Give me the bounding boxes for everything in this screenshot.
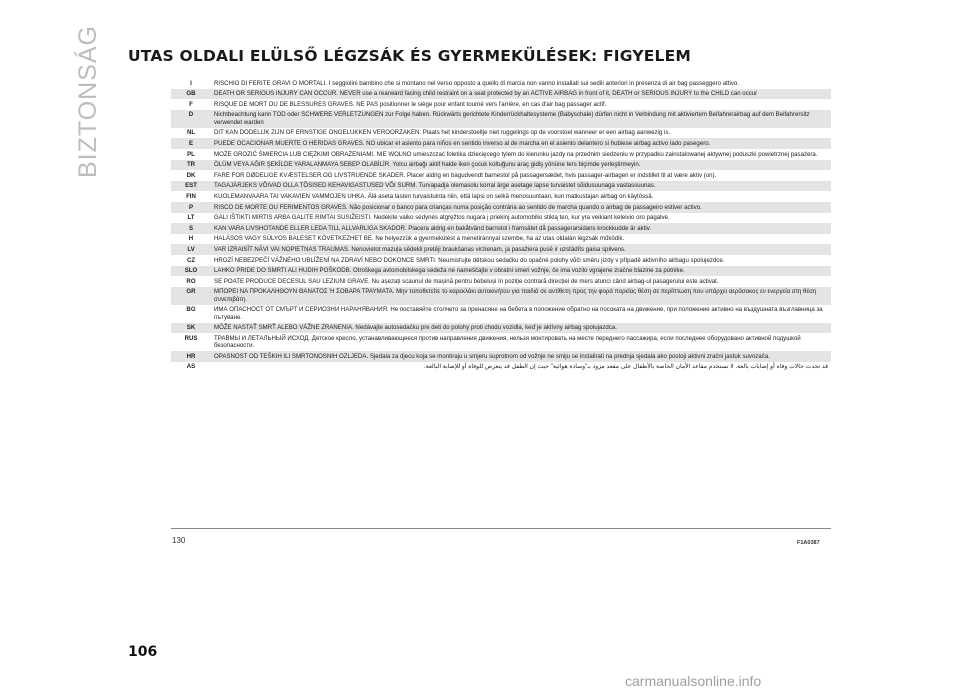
language-code: P <box>171 202 211 213</box>
figure-number: 130 <box>172 536 186 545</box>
language-code: TR <box>171 160 211 171</box>
language-code: S <box>171 223 211 234</box>
warning-text: RISCHIO DI FERITE GRAVI O MORTALI. I seggiolini bambino che si montano nel verso opposto a quello di marcia non vanno installati sui sedili anteriori in presenza di air bag passeggero attivo. <box>214 79 739 87</box>
language-code: EST <box>171 181 211 192</box>
warning-text: VAR IZRAISĪT NĀVI VAI NOPIETNAS TRAUMAS. Nenovietot mazuļa sēdekli pretēji braukšanas virzienam, ja pasažiera pusē ir uzstādīts gaisa spilvens. <box>211 244 831 255</box>
table-row <box>171 323 831 334</box>
table-row <box>171 202 831 213</box>
language-code: FIN <box>186 192 196 200</box>
table-row <box>171 213 831 224</box>
page-title: UTAS OLDALI ELÜLSŐ LÉGZSÁK ÉS GYERMEKÜLÉSEK: FIGYELEM <box>128 47 692 65</box>
warning-text: GALI IŠTIKTI MIRTIS ARBA GALITE RIMTAI SUSIŽEISTI. Nedėkite vaiko sėdynės atgręžtos nugara į priekinį automobilio stiklą ten, kur yra veikiant keleivio oro pagalvė. <box>214 214 670 222</box>
table-row <box>171 181 831 192</box>
table-row <box>171 128 831 139</box>
language-code: I <box>190 79 192 87</box>
table-row <box>171 266 831 277</box>
language-code: PL <box>187 150 195 158</box>
language-code: HR <box>171 351 211 362</box>
warning-text: PUEDE OCACIONAR MUERTE O HERIDAS GRAVES. NO ubicar el asiento para niños en sentido inverso al de marcha en el asiento delantero si hubiese airbag activo lado pasegero. <box>211 138 831 149</box>
table-row <box>171 234 831 245</box>
table-row <box>171 138 831 149</box>
warning-text: DEATH OR SERIOUS INJURY CAN OCCUR. NEVER use a rearward facing child restraint on a seat protected by an ACTIVE AIRBAG in front of it, DEATH or SERIOUS INJURY to the CHILD can occur <box>211 89 831 100</box>
language-code: CZ <box>186 256 196 264</box>
warning-text: SE POATE PRODUCE DECESUL SAU LEZIUNI GRAVE. Nu așezați scaunul de mașină pentru bebeluși în poziție contrară direcției de mers atunci când airbag-ul pasagerului este activat. <box>214 277 719 285</box>
language-code: H <box>188 235 194 243</box>
language-code: DK <box>186 171 196 179</box>
warning-text: ΜΠΟΡΕΙ ΝΑ ΠΡΟΚΑΛΗΘΟΥΝ ΘΑΝΑΤΟΣ Ή ΣΟΒΑΡΑ ΤΡΑΥΜΑΤΑ. Μην τοποθετείτε το καρεκλάκι αυτοκινήτου για παιδιά σε αντίθετη προς την φορά πορείας θέση σε περίπτωση που υπάρχει αερόσακος εν ενεργεία στη θέση συνεπιβάτη. <box>211 287 831 305</box>
language-code: GR <box>171 287 211 305</box>
table-row <box>171 99 831 110</box>
table-row <box>171 333 831 351</box>
warning-text: MÔŽE NASTAŤ SMRŤ ALEBO VÁŽNE ZRANENIA. Nedávajte autosedačku pre deti do polohy proti chodu vozidla, keď je aktívny airbag spolujazdca. <box>211 323 831 334</box>
warning-text: FARE FOR DØDELIGE KVÆSTELSER OG LIVSTRUENDE SKADER. Placer aldrig en bagudvendt barnestol på passagersædet, hvis passager-airbagen er indstillet til at være aktiv (on). <box>214 171 717 179</box>
language-code: D <box>171 110 211 128</box>
warning-text: ИМА ОПАСНОСТ ОТ СМЪРТ И СЕРИОЗНИ НАРАНЯВАНИЯ. Не поставяйте столчето за пренасяне на бебета в положение обратно на посоката на движение, при положение активно на въздушната възглавница за пътуване. <box>214 306 823 321</box>
page-number: 106 <box>128 644 158 660</box>
figure-code: F1A0387 <box>797 540 820 546</box>
language-code: SK <box>171 323 211 334</box>
table-row <box>171 244 831 255</box>
table-row <box>171 255 831 266</box>
table-row <box>171 78 831 89</box>
warning-text: HALÁSOS VAGY SÚLYOS BALESET KÖVETKEZHET BE. Ne helyezzük a gyermekülést a menetiránnyal szembe, ha az utas oldalán légzsák működik. <box>214 235 625 243</box>
warning-table-grid <box>171 78 831 372</box>
warning-text: KUOLEMANVAARA TAI VAKAVIEN VAMMOJEN UHKA. Älä aseta lasten turvaistuinta niin, että lapsi on selkä menosuuntaan, kun matkustajan airbag on käytössä. <box>214 192 654 200</box>
table-row <box>171 170 831 181</box>
warning-text: MOŻE GROZIĆ ŚMIERCIA LUB CIĘŻKIMI OBRAŻENIAMI. NIE WOLNO umieszczać foletika dziecięcego tylem do kierunku jazdy na przednim siedzeniu w przypadku zainstalowanej aktywnej poduszki powietrznej pasażera. <box>214 150 818 158</box>
section-label-text: BIZTONSÁG <box>74 24 102 178</box>
table-row <box>171 305 831 323</box>
table-row <box>171 362 831 373</box>
table-row <box>171 110 831 128</box>
language-code: LV <box>171 244 211 255</box>
language-code: RO <box>186 277 196 285</box>
language-code: RUS <box>184 334 198 342</box>
warning-text: TAGAJÄRJEKS VÕIVAD OLLA TÕSISED KEHAVIGASTUSED VÕI SURM. Turvapadja olemasolu korral ärge asetage lapse turvaistet sõidusuunaga vastassuunas. <box>211 181 831 192</box>
warning-text: قد تحدث حالات وفاة أو إصابات بالغة. لا تستخدم مقاعد الأمان الخاصة بالأطفال على مقعد مزود بـ"وسادة هوائية" حيث إن الطفل قد يتعرض للوفاة أو للإصابة البالغة. <box>424 363 828 371</box>
warning-text: DIT KAN DODELIJK ZIJN OF ERNSTIGE ONGELUKKEN VEROORZAKEN. Plaats het kinderstoeltje niet ruggelings op de voorstoel wanneer er een airbag aanwezig is. <box>214 129 671 137</box>
section-sidebar-label <box>74 24 104 178</box>
language-code: F <box>189 100 193 108</box>
language-code: NL <box>186 129 196 137</box>
table-bottom-rule <box>171 528 831 529</box>
language-code: E <box>171 138 211 149</box>
watermark[interactable]: carmanualsonline.info <box>625 673 762 689</box>
warning-text: OPASNOST OD TEŠKIH ILI SMRTONOSNIH OZLJEDA. Sjedala za djecu koja se montiraju u smjeru suprotnom od vožnje ne smiju se instalirati na prednja sjedala ako postoji aktivni zračni jastuk suvozača. <box>211 351 831 362</box>
language-code: AS <box>186 363 196 371</box>
table-row <box>171 276 831 287</box>
table-row <box>171 191 831 202</box>
language-code: SLO <box>171 266 211 277</box>
warning-text: ÖLÜM VEYA AĞIR ŞEKİLDE YARALANMAYA SEBEP OLABİLİR. Yolcu airbağı aktif halde iken çocuk koltuğunu araç gidiş yönüne ters biçimde yerleştirmeyin. <box>211 160 831 171</box>
language-code: GB <box>171 89 211 100</box>
language-code: LT <box>187 214 195 222</box>
warning-text: RISCO DE MORTE OU FERIMENTOS GRAVES. Não posicionar o banco para crianças numa posição contrária ao sentido de marcha quando o airbag de passageiro estiver activo. <box>211 202 831 213</box>
warning-text: RISQUE DE MORT OU DE BLESSURES GRAVES. NE PAS positionner le siège pour enfant tourné vers l'arrière, en cas d'air bag passager actif. <box>214 100 607 108</box>
warning-table <box>171 78 831 526</box>
table-row <box>171 89 831 100</box>
table-row <box>171 160 831 171</box>
warning-text: Nichtbeachtung kann TOD oder SCHWERE VERLETZUNGEN zur Folge haben. Rückwärts gerichtete Kinderrückhaltesysteme (Babyschale) dürfen nicht in Verbindung mit aktiviertem Beifahrerairbag auf dem Beifahrersitz verwendet warden <box>211 110 831 128</box>
warning-text: KAN VARA LIVSHOTANDE ELLER LEDA TILL ALLVARLIGA SKADOR. Placera aldrig en bakåtvänd barnstol i framsätet då passagerarsidans krockkudde är aktiv. <box>211 223 831 234</box>
table-row <box>171 223 831 234</box>
table-row <box>171 351 831 362</box>
language-code: BG <box>186 306 196 314</box>
warning-text: ТРАВМЫ И ЛЕТАЛЬНЫЙ ИСХОД. Детское кресло, устанавливающееся против направления движения, нельзя монтировать на месте переднего пассажира, если последнее оборудовано активной подушкой безопасности. <box>214 334 801 350</box>
table-row <box>171 149 831 160</box>
table-row <box>171 287 831 305</box>
warning-text: HROZÍ NEBEZPEČÍ VÁŽNÉHO UBLÍŽENÍ NA ZDRAVÍ NEBO DOKONCE SMRTI. Neumisťujte dětskou sedačku do opačné polohy vůči směru jízdy v případě aktivního airbagu spolujezdce. <box>214 256 725 264</box>
warning-text: LAHKO PRIDE DO SMRTI ALI HUDIH POŠKODB. Otroškega avtomobilskega sedeža ne nameščajte v obratni smeri vožnje, če ima vozilo vgrajene zračne blazine za potnike. <box>211 266 831 277</box>
